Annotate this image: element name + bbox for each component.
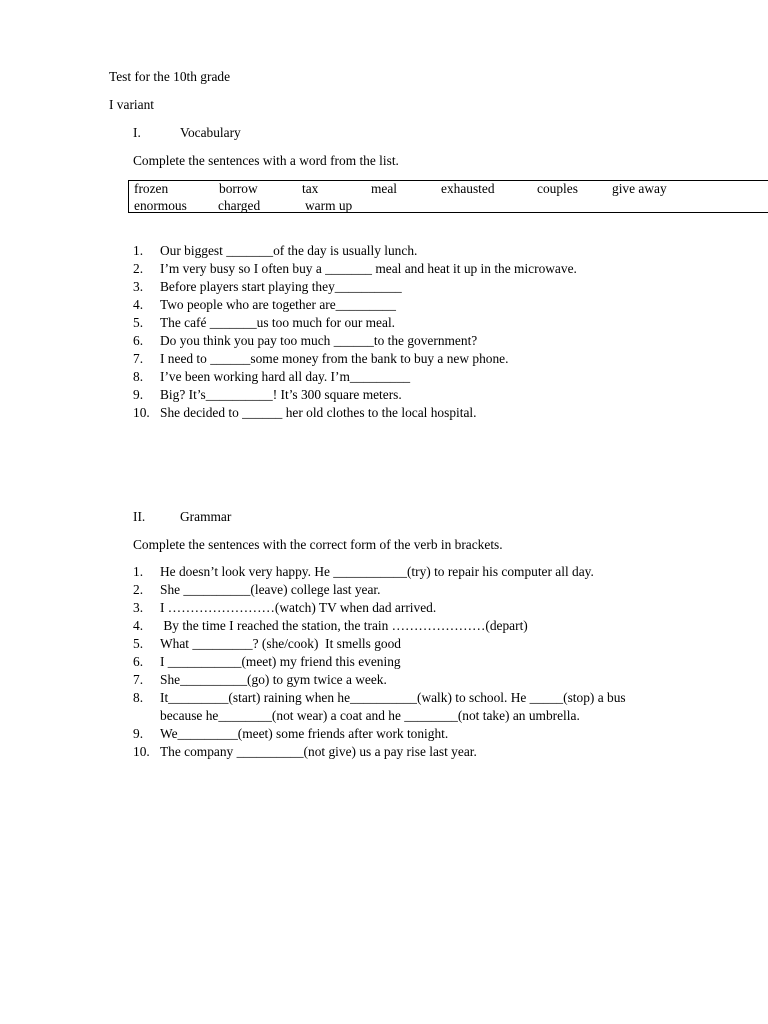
vocabulary-instruction: Complete the sentences with a word from the list. bbox=[133, 153, 399, 168]
list-item: 9. Big? It’s__________! It’s 300 square meters. bbox=[133, 387, 402, 402]
list-item: 8. It_________(start) raining when he__________(walk) to school. He _____(stop) a bus because he________(not wear) a coat and he ________(not take) an umbrella. bbox=[133, 690, 626, 723]
section-heading-grammar: Grammar bbox=[180, 509, 232, 524]
list-item: 5. The café _______us too much for our meal. bbox=[133, 315, 396, 330]
grammar-instruction: Complete the sentences with the correct form of the verb in brackets. bbox=[133, 537, 503, 552]
list-item: 1. Our biggest _______of the day is usually lunch. bbox=[133, 243, 418, 258]
list-item: 4. Two people who are together are_________ bbox=[133, 297, 396, 312]
section-number-grammar: II. bbox=[133, 509, 146, 524]
word-list-item: warm up bbox=[305, 198, 353, 213]
section-number-vocabulary: I. bbox=[133, 125, 141, 140]
list-item: 8. I’ve been working hard all day. I’m_________ bbox=[133, 369, 411, 384]
list-item: 3. I ……………………(watch) TV when dad arrived. bbox=[133, 600, 437, 615]
word-list-item: charged bbox=[218, 198, 261, 213]
word-list-item: enormous bbox=[134, 198, 187, 213]
list-item: 2. She __________(leave) college last year. bbox=[133, 582, 381, 597]
list-item: 1. He doesn’t look very happy. He ___________(try) to repair his computer all day. bbox=[133, 564, 594, 579]
word-list-item: tax bbox=[302, 181, 319, 196]
section-heading-vocabulary: Vocabulary bbox=[180, 125, 241, 140]
list-item: 4. By the time I reached the station, the train …………………(depart) bbox=[133, 618, 528, 633]
word-list-item: couples bbox=[537, 181, 578, 196]
list-item: 7. She__________(go) to gym twice a week. bbox=[133, 672, 387, 687]
word-list-item: borrow bbox=[219, 181, 258, 196]
word-list-item: give away bbox=[612, 181, 667, 196]
list-item: 9. We_________(meet) some friends after work tonight. bbox=[133, 726, 449, 741]
word-list-box bbox=[128, 180, 768, 213]
list-item: 5. What _________? (she/cook) It smells good bbox=[133, 636, 401, 651]
list-item: 3. Before players start playing they__________ bbox=[133, 279, 402, 294]
vocabulary-items bbox=[133, 242, 577, 422]
list-item: 10. She decided to ______ her old clothes to the local hospital. bbox=[133, 405, 477, 420]
word-list-item: frozen bbox=[134, 181, 169, 196]
word-list-item: exhausted bbox=[441, 181, 495, 196]
variant-label: I variant bbox=[109, 97, 154, 112]
list-item: 7. I need to ______some money from the bank to buy a new phone. bbox=[133, 351, 509, 366]
list-item: 6. Do you think you pay too much ______to the government? bbox=[133, 333, 478, 348]
list-item: 2. I’m very busy so I often buy a _______ meal and heat it up in the microwave. bbox=[133, 261, 577, 276]
list-item: 10. The company __________(not give) us a pay rise last year. bbox=[133, 744, 477, 759]
page-title: Test for the 10th grade bbox=[109, 69, 231, 84]
grammar-items bbox=[133, 563, 626, 761]
word-list-item: meal bbox=[371, 181, 398, 196]
list-item: 6. I ___________(meet) my friend this evening bbox=[133, 654, 401, 669]
